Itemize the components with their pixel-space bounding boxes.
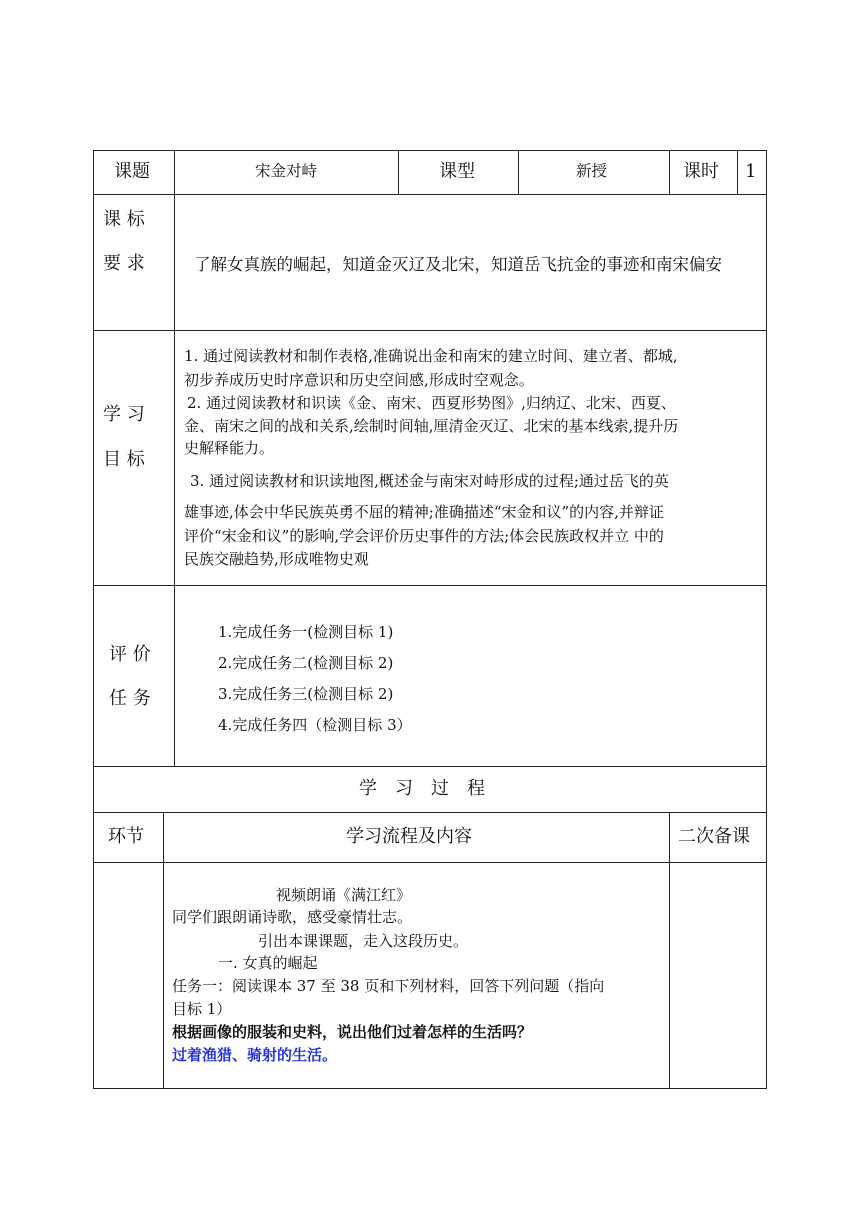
table-border-left bbox=[93, 150, 94, 1089]
topic-label: 课题 bbox=[114, 161, 150, 182]
objectives-label-line1: 学 习 bbox=[103, 404, 145, 425]
row-divider bbox=[93, 766, 767, 767]
col-divider bbox=[174, 194, 175, 767]
row-divider bbox=[93, 812, 767, 813]
objective-line: 初步养成历史时序意识和历史空间感,形成时空观念。 bbox=[184, 371, 534, 389]
col-prep-header: 二次备课 bbox=[678, 826, 750, 847]
objectives-label-line2: 目 标 bbox=[103, 449, 145, 470]
col-divider bbox=[737, 150, 738, 195]
col-divider bbox=[398, 150, 399, 195]
col-divider bbox=[669, 812, 670, 1089]
content-line: 任务一：阅读课本 37 至 38 页和下列材料，回答下列问题（指向 bbox=[172, 977, 605, 995]
hours-value: 1 bbox=[745, 161, 757, 182]
evaluation-task: 4.完成任务四（检测目标 3） bbox=[218, 716, 412, 734]
type-value: 新授 bbox=[576, 162, 608, 180]
standard-label-line2: 要 求 bbox=[103, 253, 145, 274]
col-divider bbox=[669, 150, 670, 195]
standard-label-line1: 课 标 bbox=[103, 209, 145, 230]
col-divider bbox=[174, 150, 175, 195]
objective-line: 2. 通过阅读教材和识读《金、南宋、西夏形势图》,归纳辽、北宋、西夏、 bbox=[187, 394, 676, 412]
objective-line: 雄事迹,体会中华民族英勇不屈的精神;准确描述“宋金和议”的内容,并辩证 bbox=[184, 503, 664, 521]
table-border-right bbox=[766, 150, 767, 1089]
content-question: 根据画像的服装和史料，说出他们过着怎样的生活吗？ bbox=[172, 1023, 533, 1041]
row-divider bbox=[93, 862, 767, 863]
objective-line: 1. 通过阅读教材和制作表格,准确说出金和南宋的建立时间、建立者、都城, bbox=[184, 347, 678, 365]
col-divider bbox=[163, 812, 164, 1089]
evaluation-task: 3.完成任务三(检测目标 2) bbox=[218, 685, 394, 703]
objective-line: 3. 通过阅读教材和识读地图,概述金与南宋对峙形成的过程;通过岳飞的英 bbox=[190, 472, 669, 490]
objective-line: 评价“宋金和议”的影响,学会评价历史事件的方法;体会民族政权并立 中的 bbox=[184, 527, 664, 545]
evaluation-task: 2.完成任务二(检测目标 2) bbox=[218, 654, 394, 672]
standard-text: 了解女真族的崛起，知道金灭辽及北宋，知道岳飞抗金的事迹和南宋偏安 bbox=[194, 255, 722, 274]
table-border-top bbox=[93, 150, 767, 151]
hours-label: 课时 bbox=[683, 161, 719, 182]
topic-value: 宋金对峙 bbox=[255, 162, 318, 180]
table-border-bottom bbox=[93, 1088, 767, 1089]
row-divider bbox=[93, 585, 767, 586]
content-line: 视频朗诵《满江红》 bbox=[276, 886, 412, 904]
row-divider bbox=[93, 194, 767, 195]
objective-line: 民族交融趋势,形成唯物史观 bbox=[184, 550, 369, 568]
content-line: 目标 1） bbox=[172, 1000, 232, 1018]
col-section-header: 环节 bbox=[108, 826, 144, 847]
content-line: 一. 女真的崛起 bbox=[218, 954, 318, 972]
objective-line: 金、南宋之间的战和关系,绘制时间轴,厘清金灭辽、北宋的基本线索,提升历 bbox=[184, 417, 679, 435]
process-title: 学 习 过 程 bbox=[359, 778, 485, 799]
objective-line: 史解释能力。 bbox=[184, 439, 275, 457]
type-label: 课型 bbox=[439, 161, 475, 182]
col-divider bbox=[518, 150, 519, 195]
row-divider bbox=[93, 330, 767, 331]
evaluation-label-line2: 任 务 bbox=[109, 688, 151, 709]
content-answer: 过着渔猎、骑射的生活。 bbox=[172, 1046, 338, 1064]
content-line: 引出本课课题，走入这段历史。 bbox=[258, 932, 469, 950]
evaluation-label-line1: 评 价 bbox=[109, 644, 151, 665]
evaluation-task: 1.完成任务一(检测目标 1) bbox=[218, 623, 394, 641]
content-line: 同学们跟朗诵诗歌，感受豪情壮志。 bbox=[172, 908, 413, 926]
col-content-header: 学习流程及内容 bbox=[346, 826, 472, 847]
